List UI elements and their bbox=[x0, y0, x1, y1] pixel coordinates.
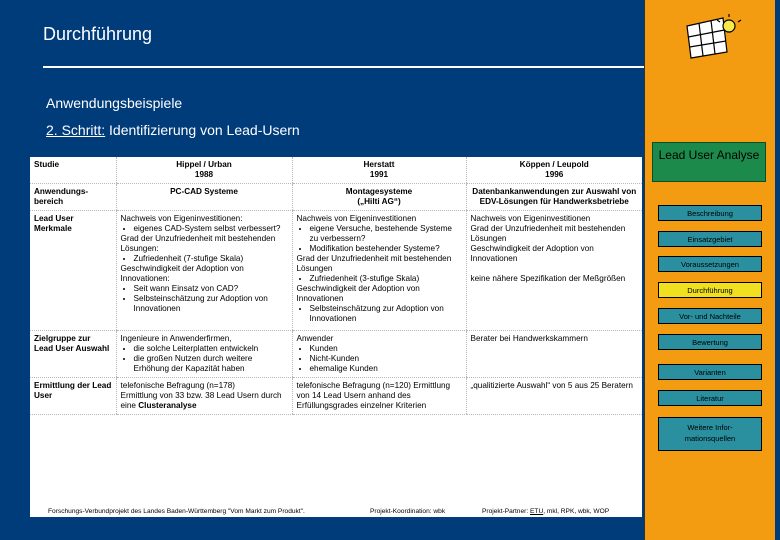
step-heading bbox=[46, 122, 300, 138]
table-row bbox=[30, 378, 642, 415]
cell-zielgruppe-1 bbox=[116, 331, 292, 378]
nav-literatur[interactable]: Literatur bbox=[658, 390, 762, 406]
table-row bbox=[30, 184, 642, 211]
lead-user-analyse-heading: Lead User Analyse bbox=[652, 142, 766, 182]
ermittlung-1-line2 bbox=[121, 391, 288, 411]
list-item: • die solche Leiterplatten entwickeln bbox=[134, 344, 288, 354]
footer-partners-rest: , mkl, RPK, wbk, WOP bbox=[543, 508, 610, 515]
row-label-merkmale: Lead User Merkmale bbox=[30, 211, 116, 331]
page-title: Durchführung bbox=[43, 24, 153, 44]
merkmale-2-mid2: Geschwindigkeit der Adoption von Innovationen bbox=[296, 284, 420, 303]
header-col2-year: 1991 bbox=[369, 170, 389, 179]
cell-zielgruppe-3: Berater bei Handwerkskammern bbox=[466, 331, 642, 378]
header-col1-name: Hippel / Urban bbox=[176, 160, 232, 169]
ermittlung-1-line1: telefonische Befragung (n=178) bbox=[120, 381, 235, 390]
row-label-anwendung: Anwendungs-bereich bbox=[30, 184, 116, 211]
merkmale-3-line: Nachweis von Eigeninvestitionen bbox=[470, 214, 591, 223]
table-row bbox=[30, 331, 642, 378]
nav-beschreibung[interactable]: Beschreibung bbox=[658, 205, 762, 221]
list-item: • Nicht-Kunden bbox=[310, 354, 462, 364]
nav-weitere-informationsquellen[interactable]: Weitere Infor-mationsquellen bbox=[658, 417, 762, 451]
header-col3-name: Köppen / Leupold bbox=[519, 160, 589, 169]
list-item: • ehemalige Kunden bbox=[310, 364, 462, 374]
merkmale-3-line: Geschwindigkeit der Adoption von Innovationen bbox=[470, 244, 594, 263]
nav-bewertung[interactable]: Bewertung bbox=[658, 334, 762, 350]
nav-varianten[interactable]: Varianten bbox=[658, 364, 762, 380]
row-label-zielgruppe: Zielgruppe zur Lead User Auswahl bbox=[30, 331, 116, 378]
footer-partners bbox=[482, 507, 609, 517]
cell-merkmale-3 bbox=[466, 211, 642, 331]
list-item: • eigene Versuche, bestehende Systeme zu verbessern? bbox=[310, 224, 462, 244]
cell-anwendung-2b: („Hilti AG“) bbox=[357, 197, 401, 206]
list-item: • Kunden bbox=[310, 344, 462, 354]
cell-anwendung-3: Datenbankanwendungen zur Auswahl von EDV-Lösungen für Handwerksbetriebe bbox=[466, 184, 642, 211]
ermittlung-1-text: Ermittlung von 33 bzw. 38 Lead Usern durch eine bbox=[120, 391, 282, 410]
merkmale-3-line: Grad der Unzufriedenheit mit bestehenden Lösungen bbox=[470, 224, 626, 243]
nav-durchfuehrung[interactable]: Durchführung bbox=[658, 282, 762, 298]
merkmale-1-mid2: Geschwindigkeit der Adoption von Innovationen: bbox=[120, 264, 244, 283]
footer-partner-etu: ETU bbox=[530, 508, 544, 515]
step-text: Identifizierung von Lead-Usern bbox=[105, 122, 300, 138]
title-divider bbox=[43, 66, 647, 68]
footer-coordination: Projekt-Koordination: wbk bbox=[370, 508, 446, 515]
studies-table bbox=[30, 157, 642, 415]
cell-zielgruppe-2 bbox=[292, 331, 466, 378]
cell-merkmale-2 bbox=[292, 211, 466, 331]
header-col1 bbox=[116, 157, 292, 184]
list-item: • Zufriedenheit (3-stufige Skala) bbox=[310, 274, 462, 284]
cell-merkmale-1 bbox=[116, 211, 292, 331]
cell-anwendung-2 bbox=[292, 184, 466, 211]
list-item: • Zufriedenheit (7-stufige Skala) bbox=[134, 254, 288, 264]
nav-voraussetzungen[interactable]: Voraussetzungen bbox=[658, 256, 762, 272]
merkmale-3-line: keine nähere Spezifikation der Meßgrößen bbox=[470, 274, 626, 283]
content-panel bbox=[30, 157, 642, 517]
header-col1-year: 1988 bbox=[194, 170, 214, 179]
header-studie: Studie bbox=[30, 157, 116, 184]
zielgruppe-1-intro: Ingenieure in Anwenderfirmen, bbox=[120, 334, 232, 343]
nav-vor-und-nachteile[interactable]: Vor- und Nachteile bbox=[658, 308, 762, 324]
table-header-row bbox=[30, 157, 642, 184]
footer-project: Forschungs-Verbundprojekt des Landes Baden-Württemberg "Vom Markt zum Produkt". bbox=[48, 508, 305, 515]
section-subtitle: Anwendungsbeispiele bbox=[46, 95, 183, 111]
header-col3 bbox=[466, 157, 642, 184]
ermittlung-1-bold: Clusteranalyse bbox=[138, 401, 197, 410]
list-item: • eigenes CAD-System selbst verbessert? bbox=[134, 224, 288, 234]
navigation-sidebar bbox=[644, 0, 775, 540]
cell-ermittlung-1 bbox=[116, 378, 292, 415]
grid-lightbulb-logo-icon bbox=[683, 12, 743, 62]
merkmale-1-intro: Nachweis von Eigeninvestitionen: bbox=[120, 214, 243, 223]
cell-anwendung-1: PC-CAD Systeme bbox=[116, 184, 292, 211]
list-item: • Selbsteinschätzung zur Adoption von Innovationen bbox=[310, 304, 462, 324]
list-item: • Modifikation bestehender Systeme? bbox=[310, 244, 462, 254]
merkmale-1-mid: Grad der Unzufriedenheit mit bestehenden Lösungen: bbox=[120, 234, 276, 253]
list-item: • Selbsteinschätzung zur Adoption von Innovationen bbox=[134, 294, 288, 314]
header-col2-name: Herstatt bbox=[363, 160, 395, 169]
row-label-ermittlung: Ermittlung der Lead User bbox=[30, 378, 116, 415]
nav-einsatzgebiet[interactable]: Einsatzgebiet bbox=[658, 231, 762, 247]
header-col3-year: 1996 bbox=[545, 170, 564, 179]
list-item: • Seit wann Einsatz von CAD? bbox=[134, 284, 288, 294]
merkmale-2-intro: Nachweis von Eigeninvestitionen bbox=[296, 214, 417, 223]
merkmale-2-mid: Grad der Unzufriedenheit mit bestehenden Lösungen bbox=[296, 254, 452, 273]
step-prefix: 2. Schritt: bbox=[46, 122, 106, 138]
list-item: • die großen Nutzen durch weitere Erhöhung der Kapazität haben bbox=[134, 354, 288, 374]
header-col2 bbox=[292, 157, 466, 184]
table-row bbox=[30, 211, 642, 331]
cell-anwendung-2a: Montagesysteme bbox=[345, 187, 413, 196]
cell-ermittlung-2: telefonische Befragung (n=120) Ermittlung von 14 Lead Usern anhand des Erfüllungsgrades einzelner Kriterien bbox=[292, 378, 466, 415]
zielgruppe-2-intro: Anwender bbox=[296, 334, 334, 343]
cell-ermittlung-3: „qualitizierte Auswahl“ von 5 aus 25 Beratern bbox=[466, 378, 642, 415]
footer-partners-prefix: Projekt-Partner: bbox=[482, 508, 531, 515]
